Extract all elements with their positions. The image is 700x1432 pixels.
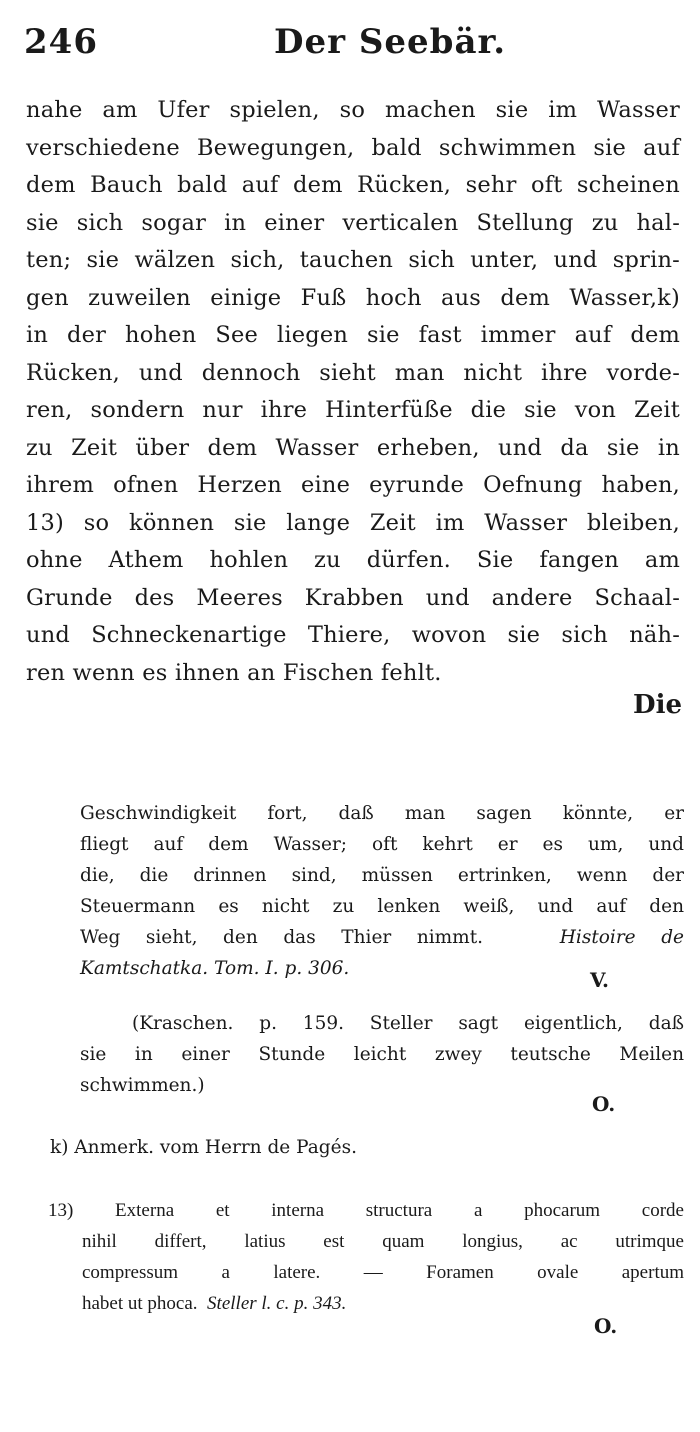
text-line: Grunde des Meeres Krabben und andere Schaal- xyxy=(26,584,680,611)
footnote-line: 13) Externa et interna structura a phocarum corde xyxy=(48,1200,684,1221)
text-line: ohne Athem hohlen zu dürfen. Sie fangen am xyxy=(26,547,680,573)
footnote-line: nihil differt, latius est quam longius, ac utrimque xyxy=(82,1231,684,1252)
catchword: Die xyxy=(633,690,682,720)
text-line: nahe am Ufer spielen, so machen sie im Wasser xyxy=(26,97,680,123)
main-text-body xyxy=(26,92,680,692)
footnote-13 xyxy=(48,1195,684,1319)
page-header xyxy=(24,22,674,72)
text-line: sie sich sogar in einer verticalen Stellung zu hal- xyxy=(26,209,680,236)
footnote-text: Weg sieht, den das Thier nimmt. xyxy=(80,927,484,948)
text-line: ren wenn es ihnen an Fischen fehlt. xyxy=(26,659,442,686)
text-line: Rücken, und dennoch sieht man nicht ihre vorde- xyxy=(26,359,680,386)
footnote-line xyxy=(48,1288,684,1319)
signature: V. xyxy=(590,968,609,992)
citation: Histoire de xyxy=(559,927,684,948)
text-line: in der hohen See liegen sie fast immer auf dem xyxy=(26,322,680,348)
text-line: dem Bauch bald auf dem Rücken, sehr oft scheinen xyxy=(26,172,680,198)
text-line: ten; sie wälzen sich, tauchen sich unter, und sprin- xyxy=(26,247,680,273)
text-line: zu Zeit über dem Wasser erheben, und da sie in xyxy=(26,434,680,461)
footnote-line: die, die drinnen sind, müssen ertrinken, wenn der xyxy=(80,865,684,886)
text-line: und Schneckenartige Thiere, wovon sie sich näh- xyxy=(26,622,680,648)
text-line: verschiedene Bewegungen, bald schwimmen sie auf xyxy=(26,134,680,161)
footnote-line: Geschwindigkeit fort, daß man sagen könnte, er xyxy=(80,803,684,824)
footnote-line: (Kraschen. p. 159. Steller sagt eigentlich, daß xyxy=(132,1013,684,1034)
page-number: 246 xyxy=(24,22,98,62)
footnote-kraschen xyxy=(80,1008,684,1101)
footnote-text: habet ut phoca. xyxy=(82,1293,198,1314)
footnote-line: Steuermann es nicht zu lenken weiß, und auf den xyxy=(80,896,684,917)
text-line: ihrem ofnen Herzen eine eyrunde Oefnung haben, xyxy=(26,472,680,498)
footnote-continued xyxy=(80,798,684,984)
signature: O. xyxy=(592,1092,616,1116)
signature: O. xyxy=(594,1314,618,1338)
footnote-k xyxy=(50,1132,670,1163)
text-line: 13) so können sie lange Zeit im Wasser bleiben, xyxy=(26,509,680,536)
footnote-line: k) Anmerk. vom Herrn de Pagés. xyxy=(50,1137,357,1158)
text-line: gen zuweilen einige Fuß hoch aus dem Wasser,k) xyxy=(26,284,680,311)
citation: Steller l. c. p. 343. xyxy=(207,1293,347,1314)
footnote-line: fliegt auf dem Wasser; oft kehrt er es um, und xyxy=(80,834,684,855)
footnote-line: schwimmen.) xyxy=(80,1075,205,1096)
footnote-line: compressum a latere. — Foramen ovale apertum xyxy=(82,1262,684,1283)
footnote-line xyxy=(80,922,684,953)
text-line: ren, sondern nur ihre Hinterfüße die sie von Zeit xyxy=(26,397,680,423)
citation: Kamtschatka. Tom. I. p. 306. xyxy=(80,958,350,979)
footnote-line: sie in einer Stunde leicht zwey teutsche Meilen xyxy=(80,1044,684,1065)
running-title: Der Seebär. xyxy=(274,22,507,62)
